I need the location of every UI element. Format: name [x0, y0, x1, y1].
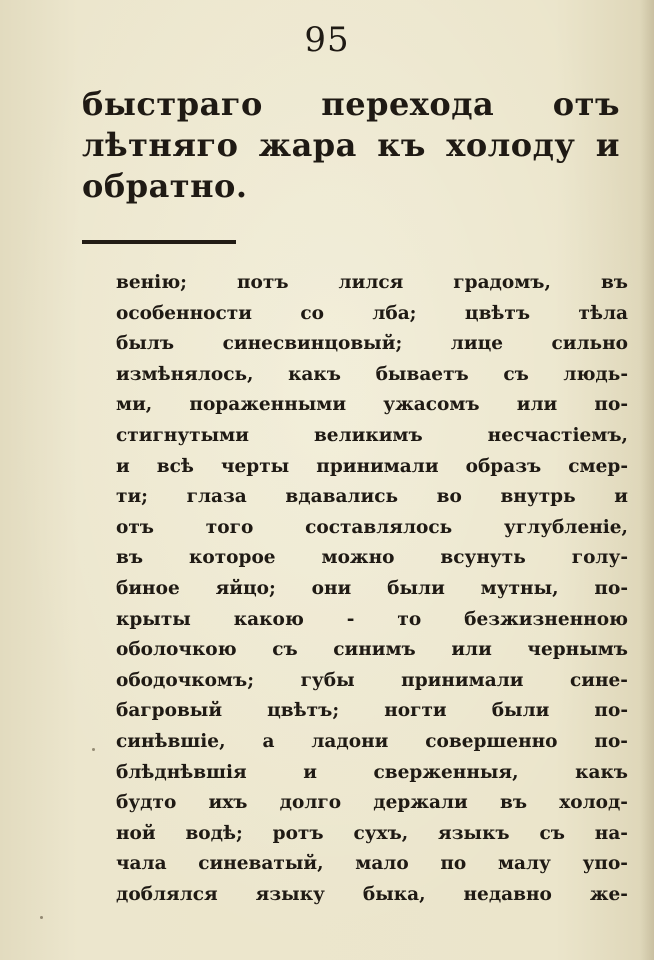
heading-line: лѣтняго жара къ холоду и: [82, 126, 620, 164]
body-line: ной водѣ; ротъ сухъ, языкъ съ на-: [116, 822, 628, 844]
page-edge-shadow: [640, 0, 654, 960]
body-line: багровый цвѣтъ; ногти были по-: [116, 700, 628, 722]
heading-line: обратно.: [82, 167, 248, 205]
body-line: чала синеватый, мало по малу упо-: [116, 853, 628, 875]
body-line: измѣнялось, какъ бываетъ съ людь-: [116, 363, 628, 385]
paper-speck: [40, 916, 43, 919]
body-line: венію; потъ лился градомъ, въ: [116, 272, 628, 293]
body-line: оболочкою съ синимъ или чернымъ: [116, 639, 628, 661]
body-line: блѣднѣвшія и сверженныя, какъ: [116, 761, 628, 783]
body-line: ти; глаза вдавались во внутрь и: [116, 486, 628, 508]
body-line: былъ синесвинцовый; лице сильно: [116, 333, 628, 355]
heading-line: быстраго перехода отъ: [82, 85, 620, 123]
body-line: ободочкомъ; губы принимали сине-: [116, 669, 628, 691]
body-line: доблялся языку быка, недавно же-: [116, 883, 628, 905]
body-line: синѣвшіе, а ладони совершенно по-: [116, 730, 628, 752]
body-line: стигнутыми великимъ несчастіемъ,: [116, 424, 628, 446]
paper-speck: [92, 748, 95, 751]
body-line: отъ того составлялось углубленіе,: [116, 516, 628, 538]
body-line: будто ихъ долго держали въ холод-: [116, 792, 628, 814]
body-line: биное яйцо; они были мутны, по-: [116, 577, 628, 599]
body-line: ми, пораженными ужасомъ или по-: [116, 394, 628, 416]
body-line: крыты какою - то безжизненною: [116, 608, 628, 630]
body-line: въ которое можно всунуть голу-: [116, 547, 628, 569]
page-number: 95: [304, 20, 350, 60]
body-line: особенности со лба; цвѣтъ тѣла: [116, 302, 628, 324]
body-text: [116, 268, 628, 910]
body-line: и всѣ черты принимали образъ смер-: [116, 455, 628, 477]
heading-text: [82, 84, 620, 207]
section-divider: [82, 240, 236, 244]
